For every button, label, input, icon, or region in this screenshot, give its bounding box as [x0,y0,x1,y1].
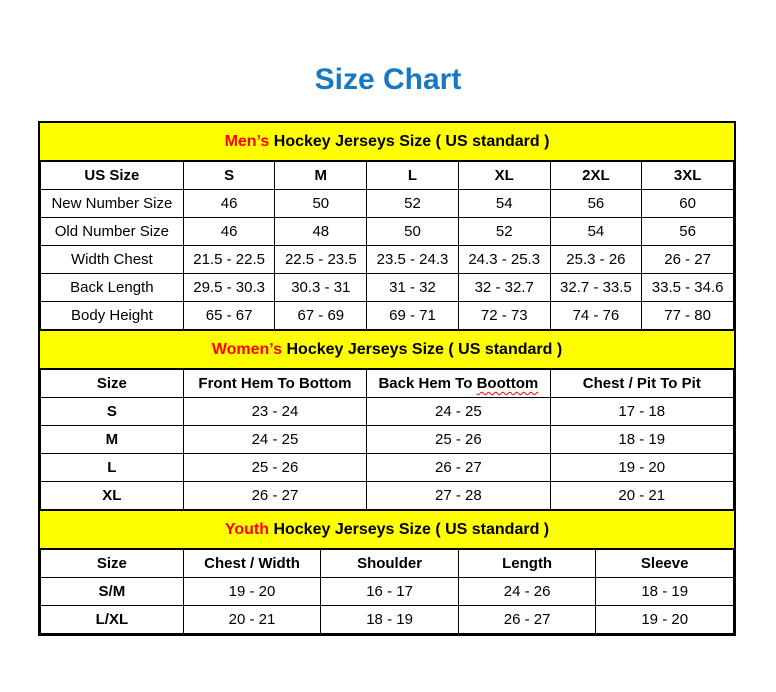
womens-row-xl [41,482,734,510]
mens-value-cell: 26 - 27 [642,246,734,274]
mens-value-cell: 67 - 69 [275,302,367,330]
womens-value-cell: 18 - 19 [550,426,733,454]
mens-banner-text: Hockey Jerseys Size ( US standard ) [269,133,550,150]
page-title: Size Chart [314,63,462,96]
womens-banner-text: Hockey Jerseys Size ( US standard ) [282,341,563,358]
mens-value-cell: 30.3 - 31 [275,274,367,302]
mens-row-new-number-size [41,190,734,218]
womens-row-s [41,398,734,426]
mens-value-cell: 46 [183,218,275,246]
mens-value-cell: 69 - 71 [367,302,459,330]
mens-value-cell: 72 - 73 [458,302,550,330]
mens-header-size-3xl: 3XL [642,162,734,190]
womens-header-size: Size [41,370,184,398]
womens-row-label: L [41,454,184,482]
womens-value-cell: 27 - 28 [367,482,550,510]
womens-row-m [41,426,734,454]
mens-value-cell: 23.5 - 24.3 [367,246,459,274]
youth-header-sleeve: Sleeve [596,550,734,578]
back-hem-label: Back Hem To [378,375,473,392]
womens-row-label: S [41,398,184,426]
youth-row-label: L/XL [41,606,184,634]
womens-header-front-hem: Front Hem To Bottom [183,370,366,398]
womens-value-cell: 17 - 18 [550,398,733,426]
womens-value-cell: 25 - 26 [367,426,550,454]
womens-value-cell: 24 - 25 [367,398,550,426]
mens-row-back-length [41,274,734,302]
mens-header-size-l: L [367,162,459,190]
mens-header-row [41,162,734,190]
youth-value-cell: 20 - 21 [183,606,321,634]
youth-header-shoulder: Shoulder [321,550,459,578]
youth-row-sm [41,578,734,606]
mens-value-cell: 21.5 - 22.5 [183,246,275,274]
misspelled-word-squiggle: Boottom [476,375,539,392]
mens-value-cell: 54 [550,218,642,246]
mens-header-size-s: S [183,162,275,190]
womens-value-cell: 19 - 20 [550,454,733,482]
youth-banner-text: Hockey Jerseys Size ( US standard ) [269,521,550,538]
mens-value-cell: 33.5 - 34.6 [642,274,734,302]
mens-value-cell: 52 [458,218,550,246]
mens-value-cell: 56 [642,218,734,246]
youth-value-cell: 18 - 19 [596,578,734,606]
youth-row-label: S/M [41,578,184,606]
mens-header-size-2xl: 2XL [550,162,642,190]
mens-header-us-size: US Size [41,162,184,190]
mens-row-label: New Number Size [41,190,184,218]
mens-value-cell: 22.5 - 23.5 [275,246,367,274]
youth-size-table [40,549,734,634]
mens-value-cell: 31 - 32 [367,274,459,302]
mens-value-cell: 50 [275,190,367,218]
womens-row-label: XL [41,482,184,510]
mens-value-cell: 29.5 - 30.3 [183,274,275,302]
youth-value-cell: 19 - 20 [183,578,321,606]
youth-value-cell: 16 - 17 [321,578,459,606]
womens-value-cell: 26 - 27 [367,454,550,482]
womens-section-banner [40,330,734,369]
mens-row-label: Width Chest [41,246,184,274]
youth-banner-highlight: Youth [224,521,269,538]
womens-value-cell: 20 - 21 [550,482,733,510]
womens-header-back-hem [367,370,550,398]
womens-row-label: M [41,426,184,454]
youth-value-cell: 24 - 26 [458,578,596,606]
womens-header-chest-pit: Chest / Pit To Pit [550,370,733,398]
womens-row-l [41,454,734,482]
mens-value-cell: 25.3 - 26 [550,246,642,274]
mens-row-label: Old Number Size [41,218,184,246]
mens-value-cell: 60 [642,190,734,218]
womens-banner-highlight: Women’s [211,341,283,358]
mens-section-banner [40,123,734,161]
mens-value-cell: 65 - 67 [183,302,275,330]
mens-banner-highlight: Men’s [224,133,270,150]
mens-row-label: Back Length [41,274,184,302]
mens-value-cell: 52 [367,190,459,218]
mens-header-size-xl: XL [458,162,550,190]
womens-header-row [41,370,734,398]
youth-value-cell: 18 - 19 [321,606,459,634]
youth-section-banner [40,510,734,549]
mens-size-table [40,161,734,330]
youth-header-size: Size [41,550,184,578]
mens-value-cell: 77 - 80 [642,302,734,330]
youth-header-length: Length [458,550,596,578]
youth-header-chest-width: Chest / Width [183,550,321,578]
mens-value-cell: 32.7 - 33.5 [550,274,642,302]
youth-value-cell: 26 - 27 [458,606,596,634]
youth-row-lxl [41,606,734,634]
mens-value-cell: 48 [275,218,367,246]
womens-value-cell: 26 - 27 [183,482,366,510]
youth-value-cell: 19 - 20 [596,606,734,634]
mens-value-cell: 56 [550,190,642,218]
womens-size-table [40,369,734,510]
youth-header-row [41,550,734,578]
mens-value-cell: 32 - 32.7 [458,274,550,302]
size-chart-table-group [38,121,736,636]
mens-row-width-chest [41,246,734,274]
mens-value-cell: 46 [183,190,275,218]
womens-value-cell: 23 - 24 [183,398,366,426]
mens-row-label: Body Height [41,302,184,330]
mens-header-size-m: M [275,162,367,190]
womens-value-cell: 25 - 26 [183,454,366,482]
mens-value-cell: 54 [458,190,550,218]
mens-value-cell: 24.3 - 25.3 [458,246,550,274]
mens-value-cell: 74 - 76 [550,302,642,330]
womens-value-cell: 24 - 25 [183,426,366,454]
mens-row-old-number-size [41,218,734,246]
mens-value-cell: 50 [367,218,459,246]
mens-row-body-height [41,302,734,330]
